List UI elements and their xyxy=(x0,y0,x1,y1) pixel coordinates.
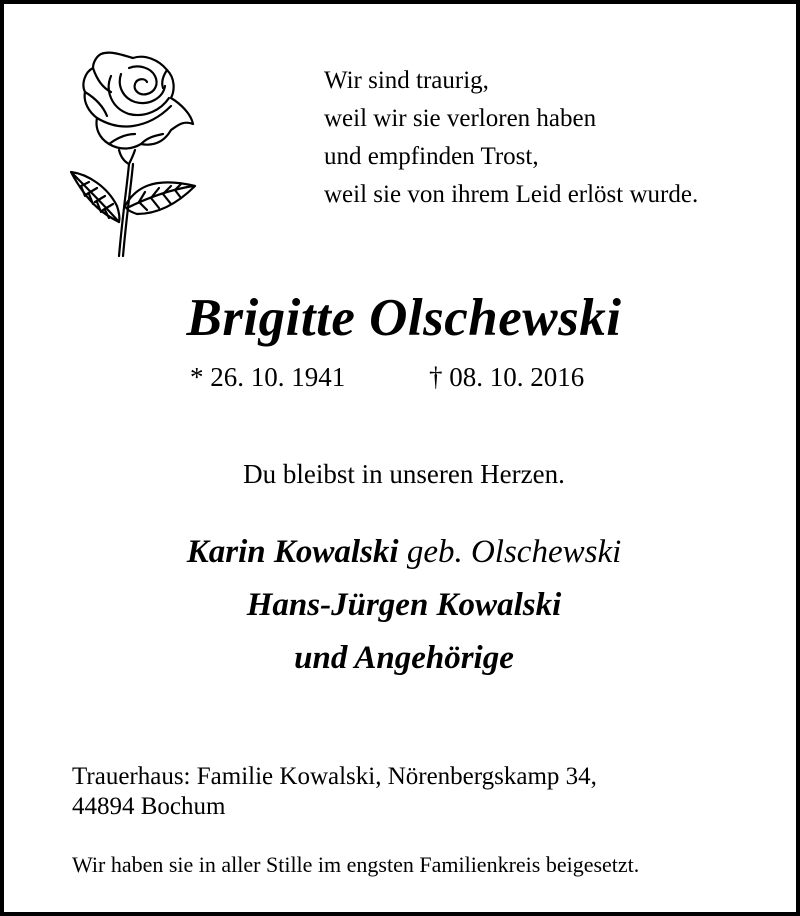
death-date: † 08. 10. 2016 xyxy=(429,362,585,392)
address-line: 44894 Bochum xyxy=(72,793,226,820)
poem-line: und empfinden Trost, xyxy=(324,143,539,170)
poem-line: weil sie von ihrem Leid erlöst wurde. xyxy=(324,181,699,208)
mourner-line xyxy=(4,526,800,579)
poem xyxy=(324,62,698,214)
motto: Du bleibst in unseren Herzen. xyxy=(243,459,565,489)
rose-icon xyxy=(59,46,204,261)
mourners xyxy=(4,526,800,685)
mourner-relatives: und Angehörige xyxy=(294,640,514,676)
poem-line: Wir sind traurig, xyxy=(324,67,489,94)
poem-line: weil wir sie verloren haben xyxy=(324,105,597,132)
birth-date: * 26. 10. 1941 xyxy=(190,362,346,392)
mourner-name: Hans-Jürgen Kowalski xyxy=(246,587,562,623)
mourner-name: Karin Kowalski xyxy=(186,534,399,570)
maiden-name: geb. Olschewski xyxy=(406,534,622,570)
deceased-name: Brigitte Olschewski xyxy=(186,289,622,347)
address-line: Trauerhaus: Familie Kowalski, Nörenbergskamp 34, xyxy=(72,763,597,790)
mourning-house-address xyxy=(72,762,597,822)
burial-note: Wir haben sie in aller Stille im engsten Familienkreis beigesetzt. xyxy=(72,852,640,877)
